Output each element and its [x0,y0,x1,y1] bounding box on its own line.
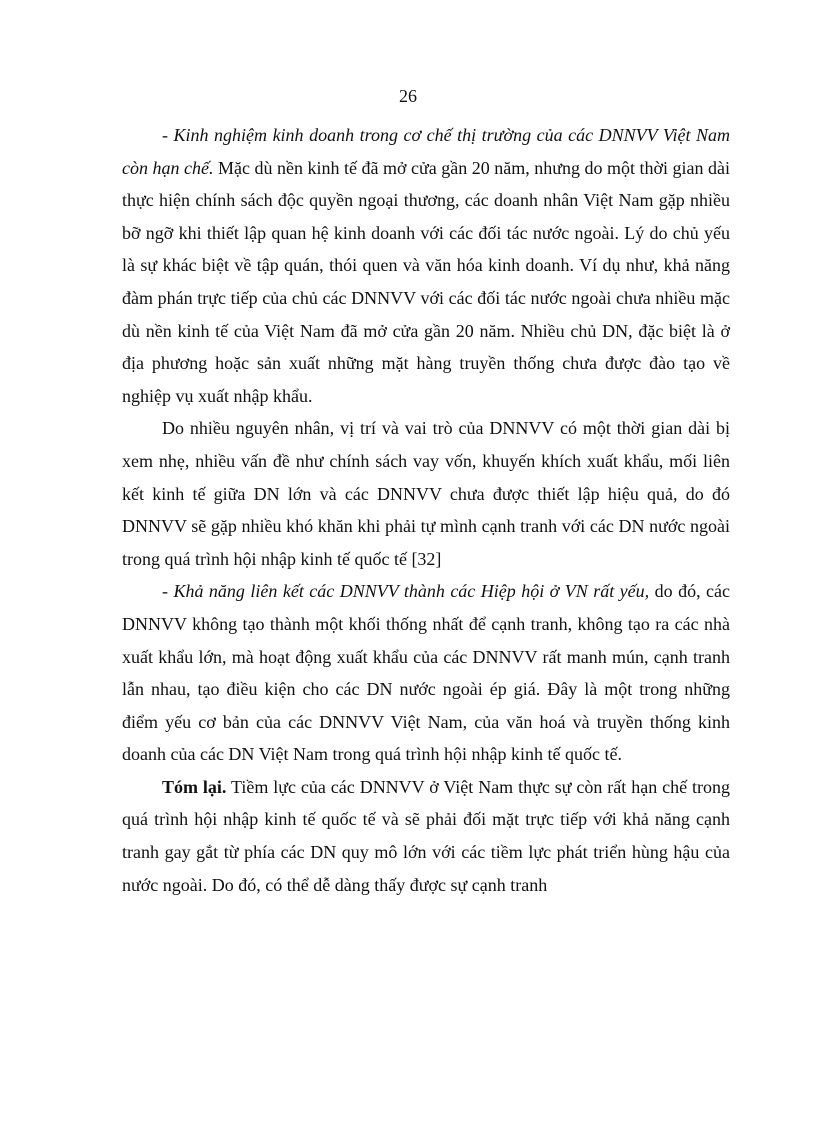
paragraph-association-weakness [122,575,730,771]
paragraph-lead-italic: - Khả năng liên kết các DNNVV thành các Hiệp hội ở VN rất yếu, [162,581,650,602]
page-number: 26 [399,86,417,106]
paragraph-business-experience [122,119,730,412]
paragraph-text: Mặc dù nền kinh tế đã mở cửa gần 20 năm, nhưng do một thời gian dài thực hiện chính sách độc quyền ngoại thương, các doanh nhân Việt Nam gặp nhiều bỡ ngỡ khi thiết lập quan hệ kinh doanh với các đối tác nước ngoài. Lý do chủ yếu là sự khác biệt về tập quán, thói quen và văn hóa kinh doanh. Ví dụ như, khả năng đàm phán trực tiếp của chủ các DNNVV với các đối tác nước ngoài chưa nhiều mặc dù nền kinh tế của Việt Nam đã mở cửa gần 20 năm. Nhiều chủ DN, đặc biệt là ở địa phương hoặc sản xuất những mặt hàng truyền thống chưa được đào tạo về nghiệp vụ xuất nhập khẩu. [122,157,730,406]
paragraph-lead-bold: Tóm lại. [162,776,227,797]
paragraph-sme-role [122,412,730,575]
document-body [122,119,730,901]
paragraph-text: Do nhiều nguyên nhân, vị trí và vai trò của DNNVV có một thời gian dài bị xem nhẹ, nhiều vấn đề như chính sách vay vốn, khuyến khích xuất khẩu, mối liên kết kinh tế giữa DN lớn và các DNNVV chưa được thiết lập hiệu quả, do đó DNNVV sẽ gặp nhiều khó khăn khi phải tự mình cạnh tranh với các DN nước ngoài trong quá trình hội nhập kinh tế quốc tế [32] [122,418,730,569]
paragraph-text: do đó, các DNNVV không tạo thành một khối thống nhất để cạnh tranh, không tạo ra các nhà xuất khẩu lớn, mà hoạt động xuất khẩu của các DNNVV rất manh mún, cạnh tranh lẫn nhau, tạo điều kiện cho các DN nước ngoài ép giá. Đây là một trong những điểm yếu cơ bản của các DNNVV Việt Nam, của văn hoá và truyền thống kinh doanh của các DN Việt Nam trong quá trình hội nhập kinh tế quốc tế. [122,581,731,765]
paragraph-text: Tiềm lực của các DNNVV ở Việt Nam thực sự còn rất hạn chế trong quá trình hội nhập kinh tế quốc tế và sẽ phải đối mặt trực tiếp với khả năng cạnh tranh gay gắt từ phía các DN quy mô lớn với các tiềm lực phát triển hùng hậu của nước ngoài. Do đó, có thể dễ dàng thấy được sự cạnh tranh [122,776,730,895]
paragraph-summary [122,771,730,901]
paragraph-lead-italic: - Kinh nghiệm kinh doanh trong cơ chế thị trường của các DNNVV Việt Nam còn hạn chế. [122,125,730,178]
